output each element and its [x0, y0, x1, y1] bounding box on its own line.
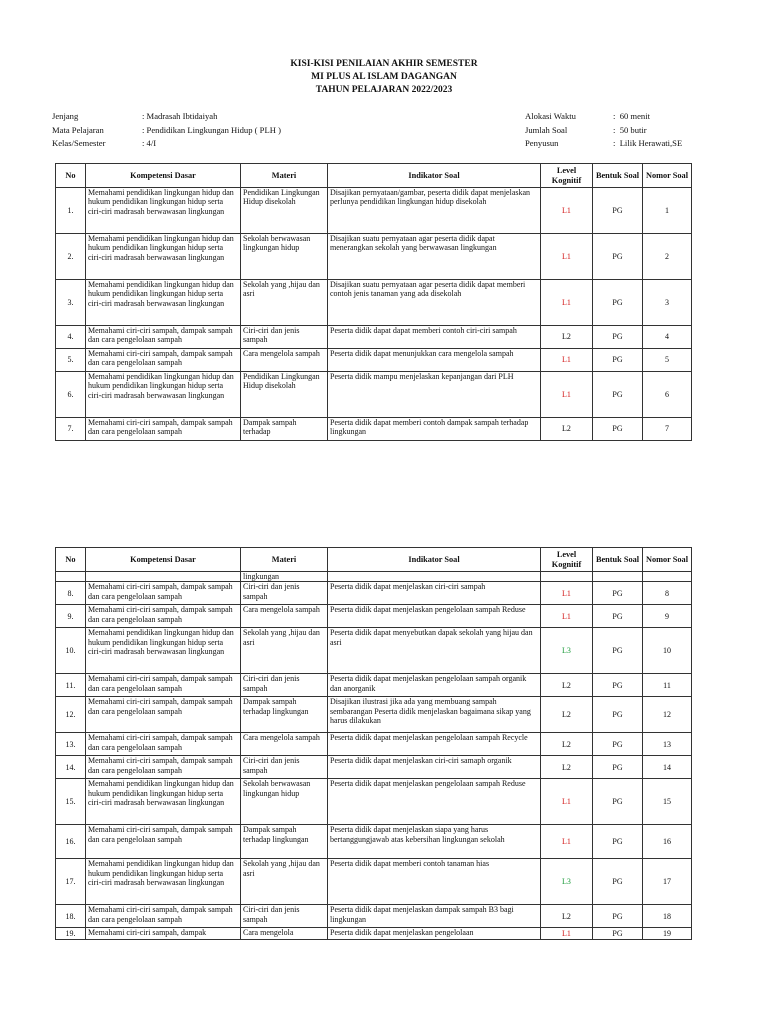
cell-kd: Memahami pendidikan lingkungan hidup dan hukum pendidikan lingkungan hidup serta ciri-ciri madrasah berwawasan lingkungan [86, 234, 241, 280]
meta-sep: : [613, 124, 616, 135]
cell-indikator: Peserta didik dapat menjelaskan pengelolaan sampah Recycle [328, 733, 541, 756]
col-no-header: No [56, 548, 86, 572]
cell-kd: Memahami pendidikan lingkungan hidup dan hukum pendidikan lingkungan hidup serta ciri-ciri madrasah berwawasan lingkungan [86, 188, 241, 234]
cell-materi: Sekolah yang ,hijau dan asri [241, 859, 328, 905]
col-kd-header: Kompetensi Dasar [86, 164, 241, 188]
cell-bentuk: PG [593, 628, 643, 674]
cell-materi: Sekolah yang ,hijau dan asri [241, 280, 328, 326]
cell-level: L1 [541, 372, 593, 418]
table-header-row [56, 164, 692, 188]
cell-materi: Cara mengelola sampah [241, 349, 328, 372]
cell-bentuk: PG [593, 605, 643, 628]
meta-row [525, 137, 682, 151]
cell-materi: Ciri-ciri dan jenis sampah [241, 674, 328, 697]
col-bentuk-header: Bentuk Soal [593, 548, 643, 572]
cell-no: 3. [56, 280, 86, 326]
cell-materi: Sekolah berwawasan lingkungan hidup [241, 234, 328, 280]
col-kd-header: Kompetensi Dasar [86, 548, 241, 572]
cell-bentuk: PG [593, 779, 643, 825]
cell-no: 5. [56, 349, 86, 372]
table-row [56, 582, 692, 605]
cell-nomor: 6 [643, 372, 692, 418]
cell-nomor: 9 [643, 605, 692, 628]
meta-value: 60 menit [619, 111, 651, 121]
cell-no: 8. [56, 582, 86, 605]
meta-sep: : [142, 124, 145, 135]
meta-value: 4/I [146, 138, 157, 148]
cell-no: 15. [56, 779, 86, 825]
cell-indikator: Peserta didik dapat menjelaskan ciri-ciri samaph organik [328, 756, 541, 779]
cell-indikator: Peserta didik dapat menjelaskan siapa yang harus bertanggungjawab atas kebersihan lingkungan sekolah [328, 825, 541, 859]
table-row [56, 674, 692, 697]
cell-kd: Memahami ciri-ciri sampah, dampak sampah dan cara pengelolaan sampah [86, 349, 241, 372]
cell-bentuk: PG [593, 280, 643, 326]
table-row [56, 697, 692, 733]
cell-bentuk [593, 572, 643, 582]
cell-indikator: Disajikan pernyataan/gambar, peserta didik dapat menjelaskan perlunya pendidikan lingkungan hidup disekolah [328, 188, 541, 234]
cell-materi: Sekolah yang ,hijau dan asri [241, 628, 328, 674]
cell-level: L2 [541, 905, 593, 928]
meta-row [52, 137, 281, 151]
cell-level: L1 [541, 825, 593, 859]
cell-no: 18. [56, 905, 86, 928]
col-level-header: Level Kognitif [541, 164, 593, 188]
cell-no [56, 572, 86, 582]
meta-sep: : [613, 138, 616, 148]
meta-sep: : [613, 111, 616, 121]
table-row [56, 756, 692, 779]
cell-level: L2 [541, 733, 593, 756]
cell-bentuk: PG [593, 928, 643, 940]
cell-nomor: 8 [643, 582, 692, 605]
cell-bentuk: PG [593, 418, 643, 441]
cell-indikator: Disajikan suatu pernyataan agar peserta didik dapat memberi contoh jenis tanaman yang ada disekolah [328, 280, 541, 326]
meta-row [52, 124, 281, 138]
cell-indikator: Peserta didik dapat menyebutkan dapak sekolah yang hijau dan asri [328, 628, 541, 674]
col-no-header: No [56, 164, 86, 188]
table-row [56, 418, 692, 441]
cell-indikator [328, 572, 541, 582]
cell-nomor: 13 [643, 733, 692, 756]
cell-bentuk: PG [593, 349, 643, 372]
cell-level: L1 [541, 779, 593, 825]
col-level-header: Level Kognitif [541, 548, 593, 572]
cell-nomor: 19 [643, 928, 692, 940]
meta-row [52, 110, 281, 124]
cell-no: 6. [56, 372, 86, 418]
cell-indikator: Peserta didik mampu menjelaskan kepanjangan dari PLH [328, 372, 541, 418]
col-nomor-header: Nomor Soal [643, 548, 692, 572]
col-materi-header: Materi [241, 164, 328, 188]
cell-indikator: Peserta didik dapat dapat memberi contoh ciri-ciri sampah [328, 326, 541, 349]
meta-sep: : [142, 111, 145, 121]
cell-kd: Memahami ciri-ciri sampah, dampak sampah dan cara pengelolaan sampah [86, 418, 241, 441]
cell-no: 4. [56, 326, 86, 349]
cell-nomor: 2 [643, 234, 692, 280]
cell-level: L2 [541, 756, 593, 779]
table-header-row [56, 548, 692, 572]
cell-nomor: 10 [643, 628, 692, 674]
table-row [56, 280, 692, 326]
table-row [56, 779, 692, 825]
meta-key: Kelas/Semester [52, 138, 106, 148]
cell-nomor: 11 [643, 674, 692, 697]
cell-no: 17. [56, 859, 86, 905]
cell-kd: Memahami ciri-ciri sampah, dampak sampah dan cara pengelolaan sampah [86, 825, 241, 859]
cell-kd: Memahami ciri-ciri sampah, dampak sampah dan cara pengelolaan sampah [86, 697, 241, 733]
cell-indikator: Peserta didik dapat menjelaskan pengelolaan sampah Reduse [328, 779, 541, 825]
cell-nomor: 3 [643, 280, 692, 326]
table-row [56, 859, 692, 905]
cell-materi: Ciri-ciri dan jenis sampah [241, 326, 328, 349]
cell-indikator: Peserta didik dapat memberi contoh tanaman hias [328, 859, 541, 905]
table-row [56, 372, 692, 418]
cell-kd: Memahami ciri-ciri sampah, dampak sampah dan cara pengelolaan sampah [86, 326, 241, 349]
col-bentuk-header: Bentuk Soal [593, 164, 643, 188]
cell-bentuk: PG [593, 582, 643, 605]
cell-bentuk: PG [593, 234, 643, 280]
title-line-1: KISI-KISI PENILAIAN AKHIR SEMESTER [290, 59, 478, 69]
cell-materi: Ciri-ciri dan jenis sampah [241, 756, 328, 779]
cell-level: L2 [541, 418, 593, 441]
cell-bentuk: PG [593, 372, 643, 418]
cell-indikator: Peserta didik dapat memberi contoh dampak sampah terhadap lingkungan [328, 418, 541, 441]
document-header [0, 58, 768, 97]
table-row [56, 905, 692, 928]
cell-no: 9. [56, 605, 86, 628]
cell-materi: Dampak sampah terhadap lingkungan [241, 697, 328, 733]
table-row [56, 234, 692, 280]
meta-row [525, 124, 682, 138]
cell-nomor: 4 [643, 326, 692, 349]
kisi-table-page-2 [55, 547, 692, 940]
meta-sep: : [142, 138, 145, 148]
cell-materi: Sekolah berwawasan lingkungan hidup [241, 779, 328, 825]
cell-no: 13. [56, 733, 86, 756]
cell-materi: Dampak sampah terhadap [241, 418, 328, 441]
cell-level: L3 [541, 859, 593, 905]
meta-key: Jenjang [52, 111, 79, 121]
cell-bentuk: PG [593, 697, 643, 733]
cell-nomor: 12 [643, 697, 692, 733]
cell-indikator: Peserta didik dapat menjelaskan ciri-ciri sampah [328, 582, 541, 605]
cell-nomor: 18 [643, 905, 692, 928]
cell-indikator: Disajikan ilustrasi jika ada yang membuang sampah sembarangan Peserta didik menjelaskan bagaimana sikap yang harus dilakukan [328, 697, 541, 733]
cell-bentuk: PG [593, 674, 643, 697]
cell-bentuk: PG [593, 859, 643, 905]
meta-value: Pendidikan Lingkungan Hidup ( PLH ) [146, 124, 281, 135]
table-row [56, 628, 692, 674]
cell-indikator: Disajikan suatu pernyataan agar peserta didik dapat menerangkan sekolah yang berwawasan lingkungan [328, 234, 541, 280]
cell-no: 1. [56, 188, 86, 234]
meta-value: Lilik Herawati,SE [619, 138, 683, 148]
meta-key: Jumlah Soal [525, 124, 568, 135]
cell-materi: lingkungan [241, 572, 328, 582]
cell-indikator: Peserta didik dapat menjelaskan dampak sampah B3 bagi lingkungan [328, 905, 541, 928]
cell-kd: Memahami pendidikan lingkungan hidup dan hukum pendidikan lingkungan hidup serta ciri-ciri madrasah berwawasan lingkungan [86, 372, 241, 418]
table-row [56, 605, 692, 628]
cell-materi: Dampak sampah terhadap lingkungan [241, 825, 328, 859]
cell-indikator: Peserta didik dapat menunjukkan cara mengelola sampah [328, 349, 541, 372]
cell-nomor: 14 [643, 756, 692, 779]
table-row [56, 349, 692, 372]
cell-kd: Memahami ciri-ciri sampah, dampak sampah dan cara pengelolaan sampah [86, 605, 241, 628]
cell-kd: Memahami pendidikan lingkungan hidup dan hukum pendidikan lingkungan hidup serta ciri-ciri madrasah berwawasan lingkungan [86, 628, 241, 674]
table-row [56, 188, 692, 234]
col-materi-header: Materi [241, 548, 328, 572]
cell-materi: Ciri-ciri dan jenis sampah [241, 582, 328, 605]
meta-right [525, 110, 682, 151]
cell-kd: Memahami pendidikan lingkungan hidup dan hukum pendidikan lingkungan hidup serta ciri-ciri madrasah berwawasan lingkungan [86, 779, 241, 825]
cell-indikator: Peserta didik dapat menjelaskan pengelolaan sampah organik dan anorganik [328, 674, 541, 697]
cell-kd: Memahami ciri-ciri sampah, dampak sampah dan cara pengelolaan sampah [86, 582, 241, 605]
cell-level: L1 [541, 605, 593, 628]
cell-level: L3 [541, 628, 593, 674]
cell-no: 10. [56, 628, 86, 674]
cell-level: L1 [541, 280, 593, 326]
cell-kd: Memahami ciri-ciri sampah, dampak [86, 928, 241, 940]
cell-level: L2 [541, 697, 593, 733]
cell-materi: Pendidikan Lingkungan Hidup disekolah [241, 372, 328, 418]
table-row [56, 825, 692, 859]
col-indikator-header: Indikator Soal [328, 164, 541, 188]
cell-indikator: Peserta didik dapat menjelaskan pengelolaan [328, 928, 541, 940]
cell-nomor: 5 [643, 349, 692, 372]
cell-bentuk: PG [593, 756, 643, 779]
table-row-carryover [56, 572, 692, 582]
cell-materi: Cara mengelola sampah [241, 605, 328, 628]
table-row [56, 326, 692, 349]
title-line-3: TAHUN PELAJARAN 2022/2023 [315, 85, 453, 95]
cell-bentuk: PG [593, 188, 643, 234]
cell-no: 7. [56, 418, 86, 441]
col-indikator-header: Indikator Soal [328, 548, 541, 572]
cell-level: L1 [541, 349, 593, 372]
cell-kd [86, 572, 241, 582]
cell-nomor [643, 572, 692, 582]
meta-key: Alokasi Waktu [525, 111, 576, 121]
meta-value: Madrasah Ibtidaiyah [146, 111, 218, 121]
cell-level: L2 [541, 326, 593, 349]
cell-materi: Pendidikan Lingkungan Hidup disekolah [241, 188, 328, 234]
meta-left [52, 110, 281, 151]
cell-level: L1 [541, 188, 593, 234]
table-row [56, 928, 692, 940]
cell-level: L1 [541, 928, 593, 940]
cell-no: 19. [56, 928, 86, 940]
cell-bentuk: PG [593, 733, 643, 756]
kisi-table-page-1 [55, 163, 692, 441]
cell-indikator: Peserta didik dapat menjelaskan pengelolaan sampah Reduse [328, 605, 541, 628]
cell-nomor: 1 [643, 188, 692, 234]
cell-no: 2. [56, 234, 86, 280]
cell-no: 11. [56, 674, 86, 697]
cell-kd: Memahami ciri-ciri sampah, dampak sampah dan cara pengelolaan sampah [86, 733, 241, 756]
cell-kd: Memahami pendidikan lingkungan hidup dan hukum pendidikan lingkungan hidup serta ciri-ciri madrasah berwawasan lingkungan [86, 280, 241, 326]
meta-key: Mata Pelajaran [52, 124, 104, 135]
cell-no: 16. [56, 825, 86, 859]
cell-level: L2 [541, 674, 593, 697]
cell-level: L1 [541, 582, 593, 605]
title-line-2: MI PLUS AL ISLAM DAGANGAN [311, 72, 457, 82]
cell-no: 12. [56, 697, 86, 733]
meta-value: 50 butir [619, 124, 647, 135]
cell-no: 14. [56, 756, 86, 779]
cell-kd: Memahami ciri-ciri sampah, dampak sampah dan cara pengelolaan sampah [86, 674, 241, 697]
col-nomor-header: Nomor Soal [643, 164, 692, 188]
cell-bentuk: PG [593, 326, 643, 349]
cell-bentuk: PG [593, 905, 643, 928]
cell-level: L1 [541, 234, 593, 280]
table-row [56, 733, 692, 756]
cell-nomor: 7 [643, 418, 692, 441]
cell-kd: Memahami ciri-ciri sampah, dampak sampah dan cara pengelolaan sampah [86, 905, 241, 928]
meta-key: Penyusun [525, 138, 559, 148]
cell-nomor: 16 [643, 825, 692, 859]
meta-row [525, 110, 682, 124]
cell-materi: Cara mengelola [241, 928, 328, 940]
cell-materi: Cara mengelola sampah [241, 733, 328, 756]
cell-materi: Ciri-ciri dan jenis sampah [241, 905, 328, 928]
cell-kd: Memahami ciri-ciri sampah, dampak sampah dan cara pengelolaan sampah [86, 756, 241, 779]
cell-level [541, 572, 593, 582]
cell-nomor: 17 [643, 859, 692, 905]
cell-kd: Memahami pendidikan lingkungan hidup dan hukum pendidikan lingkungan hidup serta ciri-ciri madrasah berwawasan lingkungan [86, 859, 241, 905]
cell-nomor: 15 [643, 779, 692, 825]
cell-bentuk: PG [593, 825, 643, 859]
